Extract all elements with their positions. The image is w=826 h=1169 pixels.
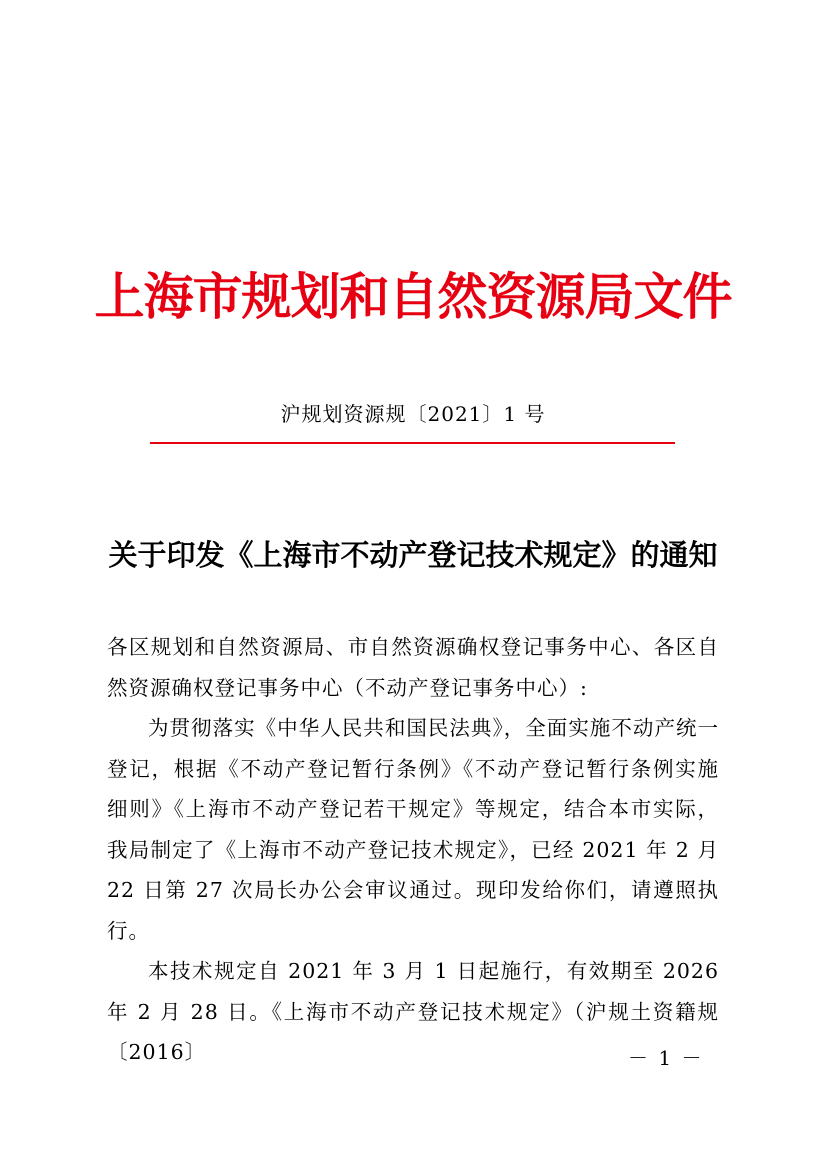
red-divider-line bbox=[150, 442, 675, 444]
document-number: 沪规划资源规〔2021〕1 号 bbox=[280, 402, 546, 426]
document-body bbox=[107, 627, 719, 1073]
body-paragraph-2: 本技术规定自 2021 年 3 月 1 日起施行，有效期至 2026 年 2 月 28 日。《上海市不动产登记技术规定》（沪规土资籍规〔2016〕 bbox=[107, 959, 719, 1064]
page-number: － 1 － bbox=[628, 1046, 704, 1070]
salutation: 各区规划和自然资源局、市自然资源确权登记事务中心、各区自然资源确权登记事务中心（不动产登记事务中心）: bbox=[107, 635, 719, 700]
body-paragraph-1: 为贯彻落实《中华人民共和国民法典》，全面实施不动产统一登记，根据《不动产登记暂行条例》《不动产登记暂行条例实施细则》《上海市不动产登记若干规定》等规定，结合本市实际，我局制定了《上海市不动产登记技术规定》，已经 2021 年 2 月 22 日第 27 次局长办公会审议通过。现印发给你们，请遵照执行。 bbox=[107, 716, 719, 943]
issuer-header: 上海市规划和自然资源局文件 bbox=[94, 267, 732, 326]
document-title: 关于印发《上海市不动产登记技术规定》的通知 bbox=[108, 538, 718, 572]
